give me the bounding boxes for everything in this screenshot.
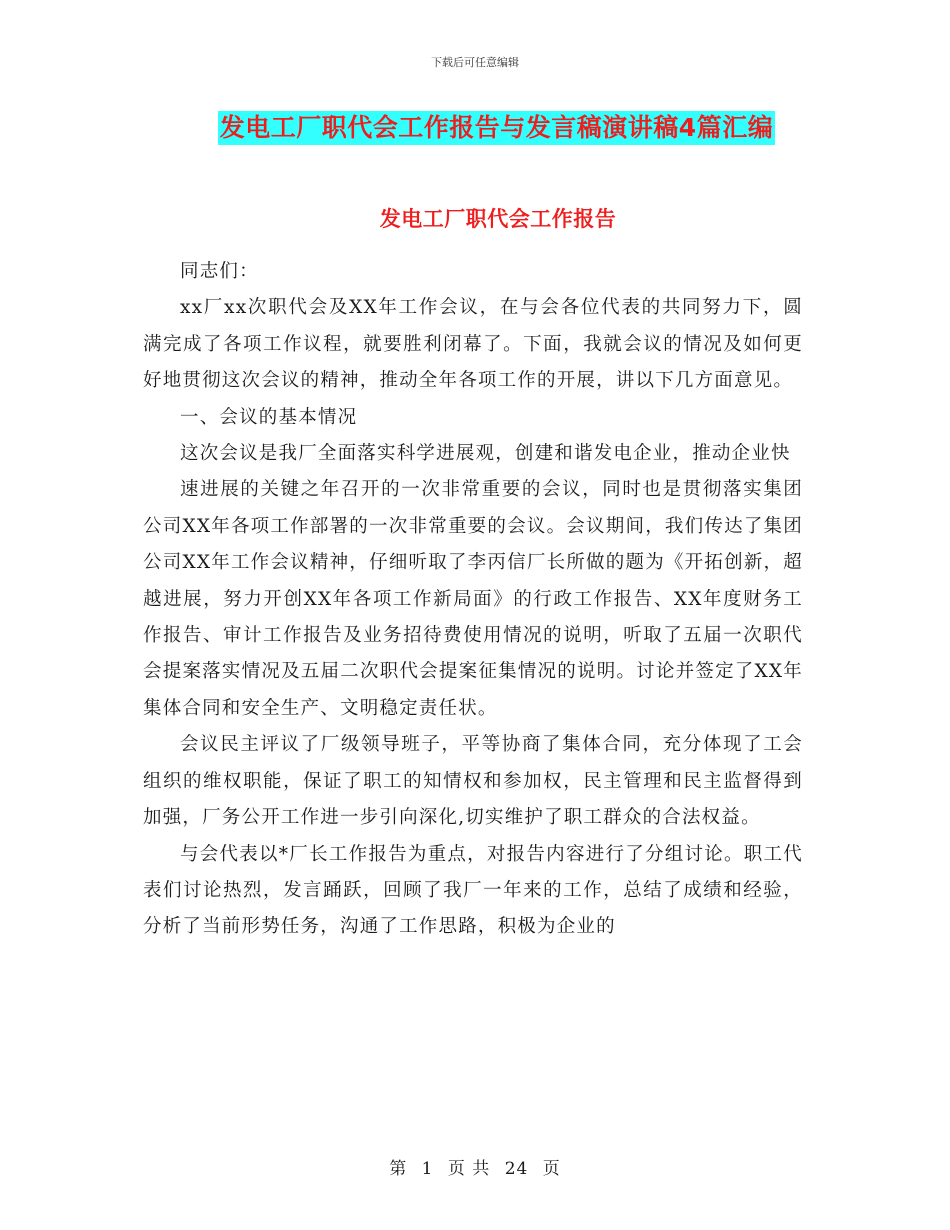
- section-title: 发电工厂职代会工作报告: [379, 207, 617, 231]
- page-total: 24: [504, 1159, 529, 1179]
- page-number: 1: [421, 1159, 434, 1179]
- paragraph: 会议民主评议了厂级领导班子，平等协商了集体合同，充分体现了工会组织的维权职能，保证了职工的知情权和参加权，民主管理和民主监督得到加强，厂务公开工作进一步引向深化,切实维护了职工群众的合法权益。: [143, 734, 803, 829]
- paragraph-heading: 一、会议的基本情况: [180, 406, 358, 428]
- paragraph: xx厂xx次职代会及XX年工作会议，在与会各位代表的共同努力下，圆满完成了各项工作议程，就要胜利闭幕了。下面，我就会议的情况及如何更好地贯彻这次会议的精神，推动全年各项工作的开展，讲以下几方面意见。: [143, 297, 803, 392]
- main-title: 发电工厂职代会工作报告与发言稿演讲稿4篇汇编: [218, 111, 775, 145]
- footer-prefix: 第: [389, 1159, 408, 1179]
- footer-suffix: 页: [542, 1159, 561, 1179]
- body-text: [143, 254, 803, 946]
- paragraph: 与会代表以*厂长工作报告为重点，对报告内容进行了分组讨论。职工代表们讨论热烈，发言踊跃，回顾了我厂一年来的工作，总结了成绩和经验，分析了当前形势任务，沟通了工作思路，积极为企业的: [143, 843, 803, 938]
- header-note: 下载后可任意编辑: [431, 56, 519, 69]
- footer-middle: 页 共: [447, 1159, 491, 1179]
- page-footer: [0, 1154, 950, 1179]
- paragraph-salutation: 同志们：: [180, 261, 259, 282]
- paragraph: 这次会议是我厂全面落实科学进展观，创建和谐发电企业，推动企业快: [180, 443, 791, 465]
- paragraph: 速进展的关键之年召开的一次非常重要的会议，同时也是贯彻落实集团公司XX年各项工作部署的一次非常重要的会议。会议期间，我们传达了集团公司XX年工作会议精神，仔细听取了李丙信厂长所做的题为《开拓创新，超越进展，努力开创XX年各项工作新局面》的行政工作报告、XX年度财务工作报告、审计工作报告及业务招待费使用情况的说明，听取了五届一次职代会提案落实情况及五届二次职代会提案征集情况的说明。讨论并签定了XX年集体合同和安全生产、文明稳定责任状。: [143, 479, 803, 719]
- main-title-wrap: [0, 111, 950, 145]
